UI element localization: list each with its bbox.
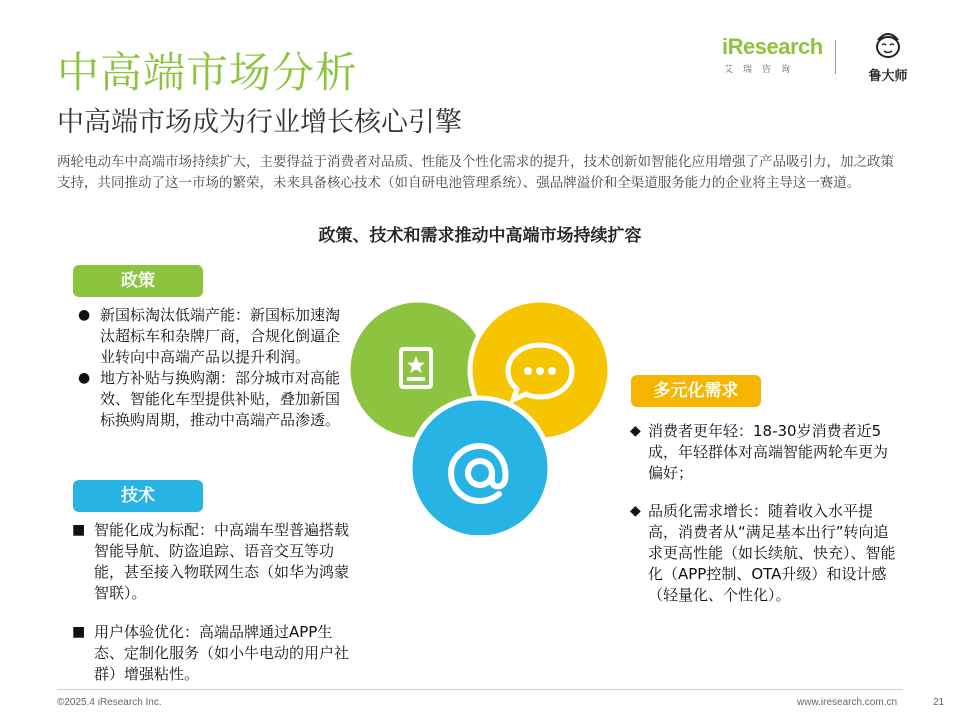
venn-circle-blue: [410, 398, 550, 535]
list-item: [72, 520, 352, 604]
intro-paragraph: 两轮电动车中高端市场持续扩大，主要得益于消费者对品质、性能及个性化需求的提升，技术创新如智能化应用增强了产品吸引力，加之政策支持，共同推动了这一市场的繁荣，未来具备核心技术（如自研电池管理系统）、强品牌溢价和全渠道服务能力的企业将主导这一赛道。: [57, 154, 894, 191]
page-number: 21: [933, 697, 945, 708]
policy-item-text: 新国标淘汰低端产能：新国标加速淘汰超标车和杂牌厂商，合规化倒逼企业转向中高端产品以提升利润。: [100, 306, 341, 366]
iresearch-logo-sub: 艾瑞咨询: [724, 65, 801, 75]
page-subtitle: 中高端市场成为行业增长核心引擎: [57, 107, 462, 138]
bullet-square-icon: ■: [72, 522, 86, 538]
ludashi-face-icon: [872, 30, 904, 60]
demand-list: [630, 421, 898, 606]
list-item: [78, 368, 340, 431]
ludashi-name: 鲁大师: [868, 69, 908, 84]
footer-url[interactable]: www.iresearch.com.cn: [797, 697, 898, 708]
iresearch-logo: [722, 34, 822, 84]
footer-copyright: ©2025.4 iResearch Inc.: [57, 697, 162, 708]
demand-item-text: 品质化需求增长：随着收入水平提高，消费者从“满足基本出行”转向追求更高性能（如长续航、快充）、智能化（APP控制、OTA升级）和设计感（轻量化、个性化）。: [648, 502, 896, 604]
footer-divider: [57, 689, 903, 690]
venn-diagram: [343, 285, 613, 535]
tech-item-text: 用户体验优化：高端品牌通过APP生态、定制化服务（如小牛电动的用户社群）增强粘性。: [94, 623, 350, 683]
policy-list: [78, 305, 340, 431]
list-item: [630, 501, 898, 606]
tech-label: 技术: [73, 480, 203, 512]
bullet-dot-icon: ●: [78, 307, 91, 323]
section-title: 政策、技术和需求推动中高端市场持续扩容: [318, 226, 642, 246]
demand-item-text: 消费者更年轻：18-30岁消费者近5成，年轻群体对高端智能两轮车更为偏好；: [648, 422, 889, 482]
logo-divider: [835, 40, 836, 74]
bullet-diamond-icon: ◆: [630, 503, 641, 519]
ludashi-logo: [858, 30, 918, 84]
page-title: 中高端市场分析: [57, 48, 359, 97]
tech-item-text: 智能化成为标配：中高端车型普遍搭载智能导航、防盗追踪、语音交互等功能，甚至接入物联网生态（如华为鸿蒙智联）。: [94, 521, 350, 602]
policy-label: 政策: [73, 265, 203, 297]
policy-item-text: 地方补贴与换购潮：部分城市对高能效、智能化车型提供补贴，叠加新国标换购周期，推动中高端产品渗透。: [100, 369, 341, 429]
list-item: [78, 305, 340, 368]
demand-label: 多元化需求: [631, 375, 761, 407]
bullet-dot-icon: ●: [78, 370, 91, 386]
tech-list: [72, 520, 352, 685]
list-item: [630, 421, 898, 484]
list-item: [72, 622, 352, 685]
bullet-square-icon: ■: [72, 624, 86, 640]
bullet-diamond-icon: ◆: [630, 423, 641, 439]
iresearch-logo-mark: iResearch: [722, 34, 823, 59]
